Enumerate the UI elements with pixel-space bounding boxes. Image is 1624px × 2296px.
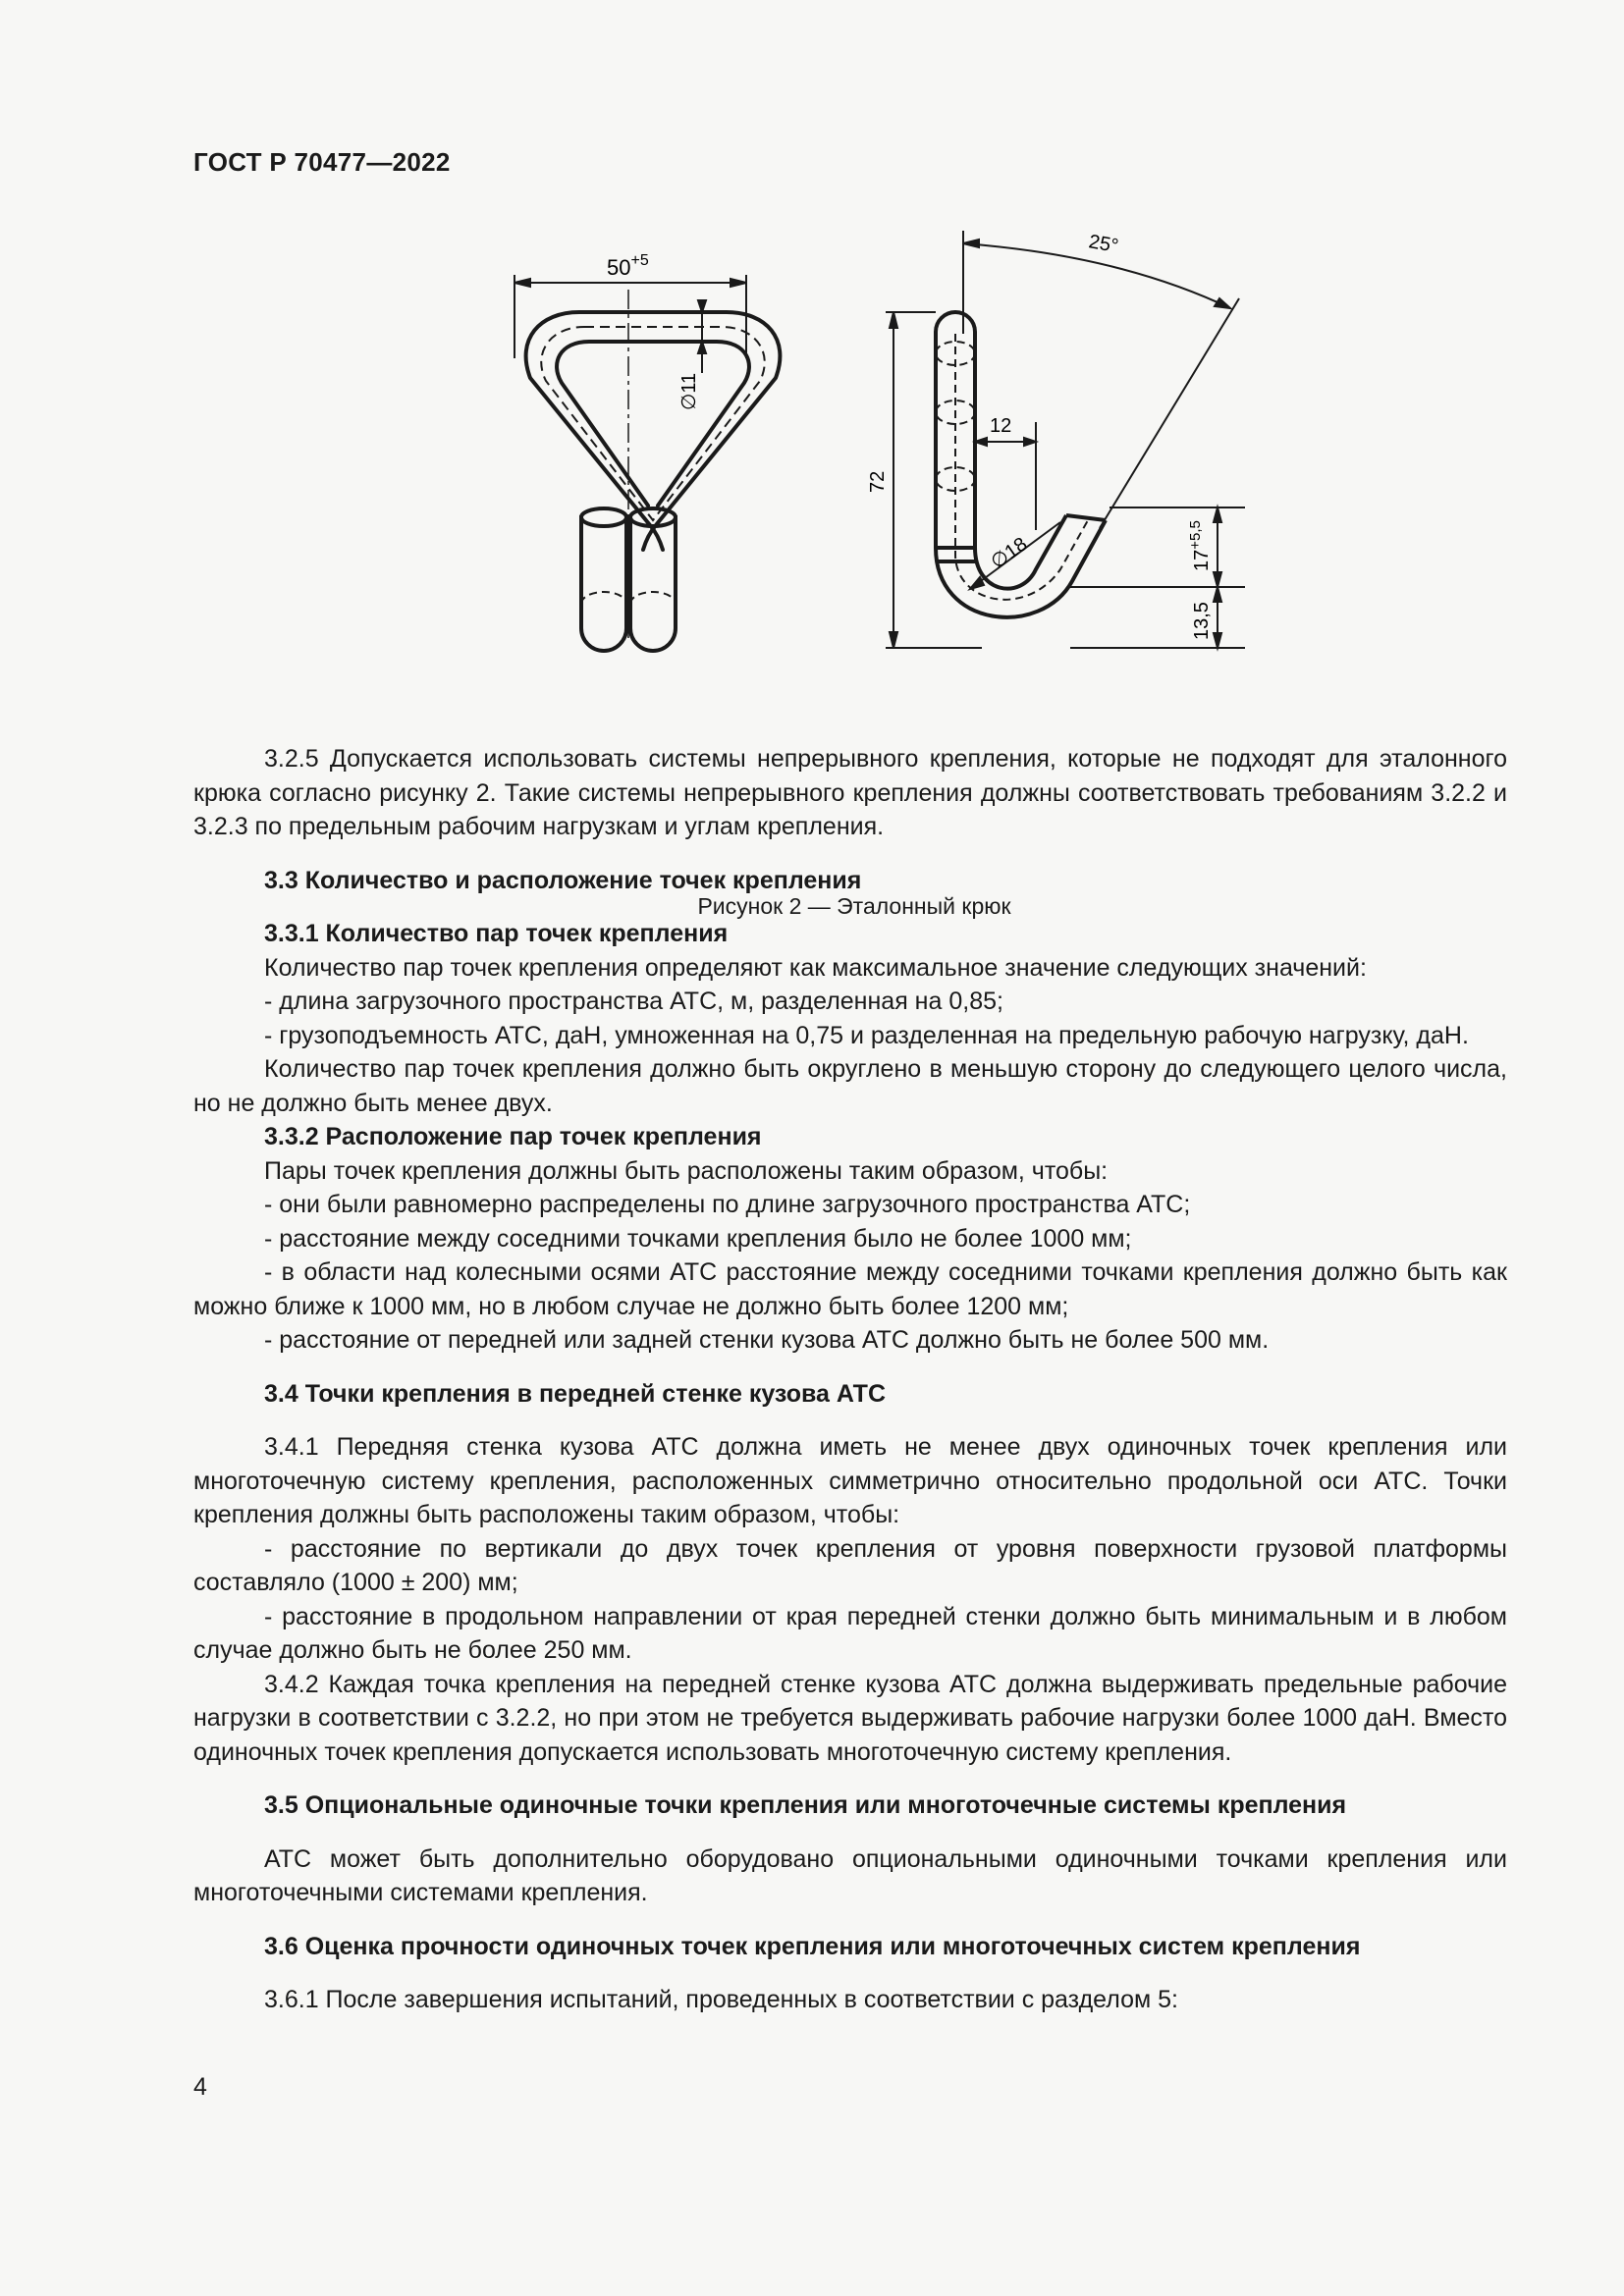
section-heading-3-3-2: 3.3.2 Расположение пар точек крепления bbox=[264, 1123, 762, 1150]
paragraph-3-2-5: 3.2.5 Допускается использовать системы непрерывного крепления, которые не подходят для эталонного крюка согласно рисунку 2. Такие системы непрерывного крепления должны соответствовать требованиям 3.2.2 и 3.2.3 по предельным рабочим нагрузкам и углам крепления. bbox=[193, 745, 1507, 840]
figure-caption: Рисунок 2 — Эталонный крюк bbox=[697, 893, 1011, 919]
shank-right-top bbox=[630, 508, 676, 526]
section-heading-3-3-1: 3.3.1 Количество пар точек крепления bbox=[264, 920, 729, 947]
hook-drawing bbox=[432, 216, 1276, 667]
shank-left-top bbox=[581, 508, 626, 526]
section-heading-3-5: 3.5 Опциональные одиночные точки крепления или многоточечные системы крепления bbox=[264, 1791, 1347, 1819]
loop-inner bbox=[557, 342, 749, 506]
list-item: - расстояние от передней или задней стенки кузова АТС должно быть не более 500 мм. bbox=[264, 1326, 1270, 1354]
section-heading-3-6: 3.6 Оценка прочности одиночных точек крепления или многоточечных систем крепления bbox=[264, 1932, 1361, 1960]
paragraph-3-6-1: 3.6.1 После завершения испытаний, проведенных в соответствии с разделом 5: bbox=[264, 1986, 1179, 2013]
dim-base-height: 13,5 bbox=[1191, 602, 1213, 640]
list-item: - расстояние в продольном направлении от края передней стенки должно быть минимальным и в любом случае должно быть не более 250 мм. bbox=[193, 1602, 1507, 1664]
paragraph: Пары точек крепления должны быть расположены таким образом, чтобы: bbox=[264, 1156, 1109, 1185]
shank-left bbox=[581, 515, 626, 651]
section-heading-3-3: 3.3 Количество и расположение точек крепления bbox=[264, 866, 862, 894]
paragraph-3-5: АТС может быть дополнительно оборудовано опциональными одиночными точками крепления или многоточечными системами крепления. bbox=[193, 1844, 1507, 1906]
list-item: - длина загрузочного пространства АТС, м, разделенная на 0,85; bbox=[264, 988, 1003, 1015]
dim-tip: $17^{+5,5}$ bbox=[1187, 520, 1213, 571]
document-header: ГОСТ Р 70477—2022 bbox=[193, 147, 451, 177]
dim-height: 72 bbox=[867, 470, 889, 493]
list-item: - они были равномерно распределены по длине загрузочного пространства АТС; bbox=[264, 1191, 1191, 1218]
shank-right bbox=[630, 515, 676, 651]
paragraph: Количество пар точек крепления определяют как максимальное значение следующих значений: bbox=[264, 953, 1367, 982]
dim-gap: 12 bbox=[990, 415, 1012, 437]
list-item: - расстояние между соседними точками крепления было не более 1000 мм; bbox=[264, 1224, 1132, 1253]
list-item: - расстояние по вертикали до двух точек крепления от уровня поверхности грузовой платформы составляло (1000 ± 200) мм; bbox=[193, 1534, 1507, 1596]
section-heading-3-4: 3.4 Точки крепления в передней стенке кузова АТС bbox=[264, 1379, 887, 1408]
list-item: - грузоподъемность АТС, даН, умноженная на 0,75 и разделенная на предельную рабочую нагрузку, даН. bbox=[264, 1021, 1469, 1049]
hook-body bbox=[936, 332, 1106, 617]
paragraph: Количество пар точек крепления должно быть округлено в меньшую сторону до следующего целого числа, но не должно быть менее двух. bbox=[193, 1055, 1507, 1117]
dim-diameter-large: ∅18 bbox=[987, 533, 1032, 574]
dim-width: $50^{+5}$ bbox=[607, 252, 649, 280]
list-item: - в области над колесными осями АТС расстояние между соседними точками крепления должно быть как можно ближе к 1000 мм, но в любом случае не должно быть более 1200 мм; bbox=[193, 1258, 1507, 1320]
loop-centerline bbox=[541, 327, 765, 520]
page-number: 4 bbox=[193, 2073, 207, 2101]
paragraph-3-4-2: 3.4.2 Каждая точка крепления на передней стенке кузова АТС должна выдерживать предельные рабочие нагрузки в соответствии с 3.2.2, но при этом не требуется выдерживать рабочие нагрузки более 1000 даН. Вместо одиночных точек крепления допускается использовать многоточечную систему крепления. bbox=[193, 1670, 1507, 1766]
paragraph-3-4-1: 3.4.1 Передняя стенка кузова АТС должна иметь не менее двух одиночных точек крепления или многоточечную систему крепления, расположенных симметрично относительно продольной оси АТС. Точки крепления должны быть расположены таким образом, чтобы: bbox=[193, 1433, 1507, 1528]
document-body bbox=[193, 742, 1507, 2017]
dim-diameter-small: ∅11 bbox=[678, 372, 700, 410]
dim-angle: 25° bbox=[1087, 231, 1120, 258]
